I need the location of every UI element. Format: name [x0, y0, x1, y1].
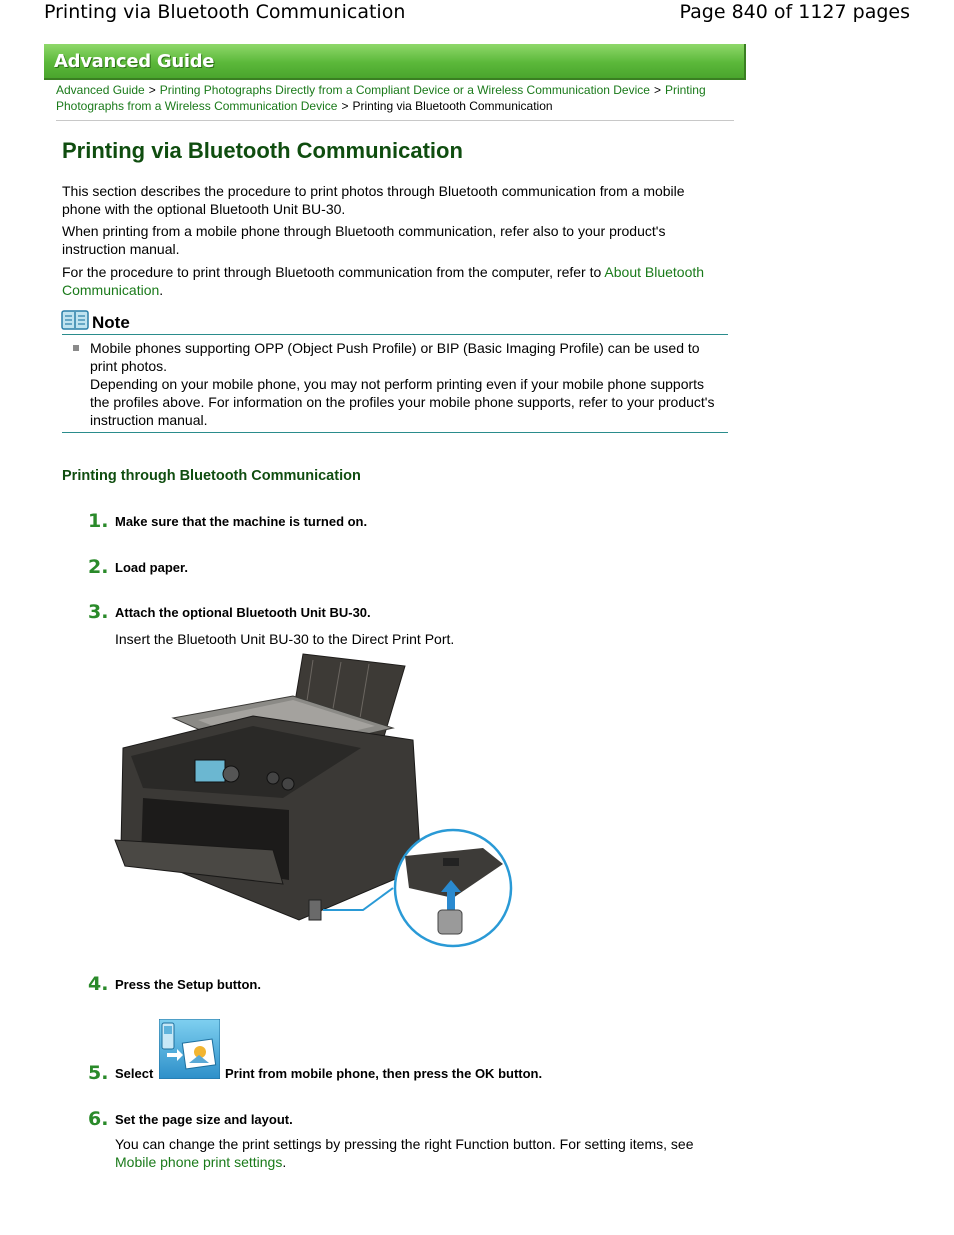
breadcrumb-divider — [56, 120, 734, 121]
breadcrumb-current: Printing via Bluetooth Communication — [352, 99, 553, 113]
step-subtext-body: You can change the print settings by pressing the right Function button. For setting items, see — [115, 1136, 694, 1152]
step-text: Load paper. — [115, 560, 188, 575]
note-body — [90, 339, 720, 429]
about-bluetooth-link[interactable]: About Bluetooth Communication — [62, 264, 705, 298]
step-text-part: Press the — [115, 977, 174, 992]
step-text-part: Print from mobile phone, then press the — [225, 1066, 472, 1081]
step-text: Make sure that the machine is turned on. — [115, 514, 368, 529]
page-title: Printing via Bluetooth Communication — [62, 138, 463, 163]
section-title: Printing through Bluetooth Communication — [62, 468, 361, 484]
note-line-1: Mobile phones supporting OPP (Object Push Profile) or BIP (Basic Imaging Profile) can be used to print photos. — [90, 340, 700, 374]
step-text-part: button. — [216, 977, 261, 992]
step-number: 6. — [88, 1108, 109, 1130]
step-number: 4. — [88, 973, 109, 995]
breadcrumb-link-printing-directly[interactable]: Printing Photographs Directly from a Compliant Device or a Wireless Communication Device — [159, 83, 650, 97]
header-title: Printing via Bluetooth Communication — [44, 1, 406, 23]
bullet-icon — [73, 345, 79, 351]
step-subtext: Insert the Bluetooth Unit BU-30 to the Direct Print Port. — [115, 631, 455, 647]
note-book-icon — [61, 310, 89, 330]
step-text-select: Select — [115, 1066, 154, 1081]
step-text — [115, 977, 261, 992]
step-subtext — [115, 1135, 727, 1171]
intro-paragraph-3 — [62, 263, 727, 299]
page-header — [0, 0, 954, 30]
ok-button-label: OK — [474, 1066, 495, 1081]
step-text: Attach the optional Bluetooth Unit BU-30. — [115, 605, 371, 620]
breadcrumb-separator: > — [148, 83, 156, 97]
intro-paragraph-2: When printing from a mobile phone through Bluetooth communication, refer also to your product's instruction manual. — [62, 223, 666, 257]
printer-bluetooth-illustration — [113, 648, 518, 950]
intro-paragraph-3-end: . — [159, 282, 164, 298]
advanced-guide-banner — [44, 44, 746, 80]
step-number: 2. — [88, 556, 109, 578]
breadcrumb — [56, 82, 732, 114]
note-line-2: Depending on your mobile phone, you may not perform printing even if your mobile phone supports the profiles above. For information on the profiles your mobile phone supports, refer to your product's instruction manual. — [90, 376, 715, 428]
breadcrumb-link-advanced-guide[interactable]: Advanced Guide — [56, 83, 145, 97]
mobile-phone-print-settings-link[interactable]: Mobile phone print settings — [115, 1154, 283, 1170]
note-bottom-rule — [62, 432, 728, 433]
breadcrumb-separator: > — [341, 99, 349, 113]
setup-button-label: Setup — [177, 977, 214, 992]
step-number: 3. — [88, 601, 109, 623]
step-text: Set the page size and layout. — [115, 1112, 293, 1127]
note-top-rule — [62, 334, 728, 335]
step-number: 5. — [88, 1062, 109, 1084]
breadcrumb-link-wireless-device[interactable]: Printing Photographs from a Wireless Communication Device — [56, 83, 706, 113]
step-text-part: button. — [498, 1066, 543, 1081]
note-title: Note — [92, 313, 130, 332]
breadcrumb-separator: > — [653, 83, 661, 97]
step-number: 1. — [88, 510, 109, 532]
intro-paragraph-1: This section describes the procedure to print photos through Bluetooth communication from a mobile phone with the optional Bluetooth Unit BU-30. — [62, 183, 685, 217]
print-from-mobile-phone-icon — [159, 1019, 220, 1079]
step-subtext-end: . — [282, 1154, 287, 1170]
intro-paragraph-3-text: For the procedure to print through Bluetooth communication from the computer, refer to — [62, 264, 602, 280]
step-text — [225, 1066, 542, 1081]
banner-label: Advanced Guide — [54, 51, 215, 72]
page-indicator: Page 840 of 1127 pages — [679, 1, 910, 23]
